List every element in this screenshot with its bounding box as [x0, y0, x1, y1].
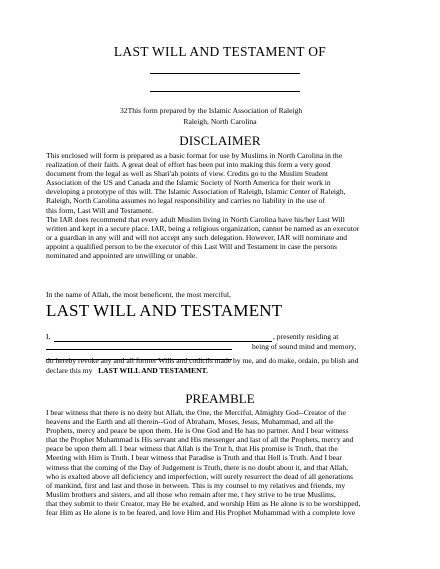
preamble-line: Prophets, mercy and peace be upon them. He is One God and He has no partner. And I bear witness — [46, 426, 349, 436]
disclaimer-body — [46, 151, 402, 260]
name-blank-line-1 — [150, 73, 300, 74]
lwt-heading: LAST WILL AND TESTAMENT — [46, 301, 283, 320]
prepared-by-text: 32This form prepared by the Islamic Association of Raleigh — [120, 106, 303, 115]
revoke-text: do hereby revoke any and all former Wills and codicils made by me, and do make, ordain, pu blish and — [46, 356, 359, 365]
residing-prefix: I, — [46, 332, 51, 341]
declare-text — [46, 366, 208, 376]
disclaimer-line: Raleigh, North Carolina assumes no legal responsibility and carries no liability in the use of — [46, 196, 326, 206]
address-line-1 — [46, 349, 232, 350]
disclaimer-line: realization of their faith. A great deal of effort has been put into making this form a very good — [46, 160, 331, 170]
preamble-line: fear Him as He alone is to be feared, and love Him and His Prophet Muhammad with a complete love — [46, 508, 356, 518]
testator-name-line — [54, 341, 272, 342]
preamble-line: that the Prophet Muhammad is His servant and His messenger and last of all the Prophets, mercy and — [46, 435, 354, 445]
preamble-line: that they submit to their Creator, may He be exalted, and worship Him as He alone is to be worshipped, — [46, 498, 361, 508]
disclaimer-line: Association of the US and Canada and the Islamic Society of North America for their work in — [46, 178, 331, 188]
declare-bold: LAST WILL AND TESTAMENT. — [98, 366, 208, 375]
preamble-line: Meeting with Him is Truth. I bear witness that Paradise is Truth and that Hell is Truth. And I bear — [46, 453, 342, 463]
residing-suffix: , presently residing at — [273, 332, 339, 341]
bismillah-text: In the name of Allah, the most beneficent, the most merciful, — [46, 290, 231, 299]
disclaimer-line: written and kept in a secure place. IAR, being a religious organization, cannot be named as an executor — [46, 223, 360, 233]
name-blank-line-2 — [150, 91, 300, 92]
disclaimer-line: appoint a qualified person to be the executor of this Last Will and Testament in case the persons — [46, 241, 337, 251]
preamble-line: heavens and the Earth and all therein--God of Abraham, Moses, Jesus, Muhammad, and all the — [46, 417, 334, 427]
disclaimer-line: developing a prototype of this will. The Islamic Association of Raleigh, Islamic Center of Raleigh, — [46, 187, 346, 197]
preamble-line: Muslim brothers and sisters, and all those who remain after me, t hey strive to be true Muslims, — [46, 489, 336, 499]
disclaimer-line: this form, Last Will and Testament. — [46, 205, 154, 215]
preamble-heading: PREAMBLE — [185, 391, 255, 406]
disclaimer-line: or a guardian in any will and will not accept any such delegation. However, IAR will nominate and — [46, 232, 348, 242]
preamble-line: I bear witness that there is no deity but Allah, the One, the Merciful, Almighty God--Creator of the — [46, 408, 346, 417]
disclaimer-line: nominated and appointed are unwilling or unable. — [46, 251, 198, 261]
preamble-line: peace be upon them all. I bear witness that Allah is the Trut h, that His promise is Truth, that the — [46, 444, 338, 454]
disclaimer-line: The IAR does recommend that every adult Muslim living in North Carolina have his/her Last Will — [46, 214, 345, 224]
preamble-line: of mankind, first and last and those in between. This is my counsel to my relatives and friends, my — [46, 480, 346, 490]
preamble-line: witness that the coming of the Day of Judgement is Truth, there is no doubt about it, and that Allah, — [46, 462, 349, 472]
disclaimer-heading: DISCLAIMER — [179, 133, 261, 148]
declare-prefix: declare this my — [46, 366, 93, 375]
document-title: LAST WILL AND TESTAMENT OF — [113, 44, 327, 59]
preamble-body — [46, 408, 402, 517]
preamble-line: who is exalted above all deficiency and imperfection, will surely resurrect the dead of all generations — [46, 471, 354, 481]
disclaimer-line: This enclosed will form is prepared as a basic format for use by Muslims in North Carolina in the — [46, 151, 343, 160]
sound-mind-text: being of sound mind and memory, — [252, 342, 357, 351]
disclaimer-line: document from the legal as well as Shari'ah points of view. Credits go to the Muslim Student — [46, 169, 329, 179]
location-text: Raleigh, North Carolina — [183, 117, 257, 126]
